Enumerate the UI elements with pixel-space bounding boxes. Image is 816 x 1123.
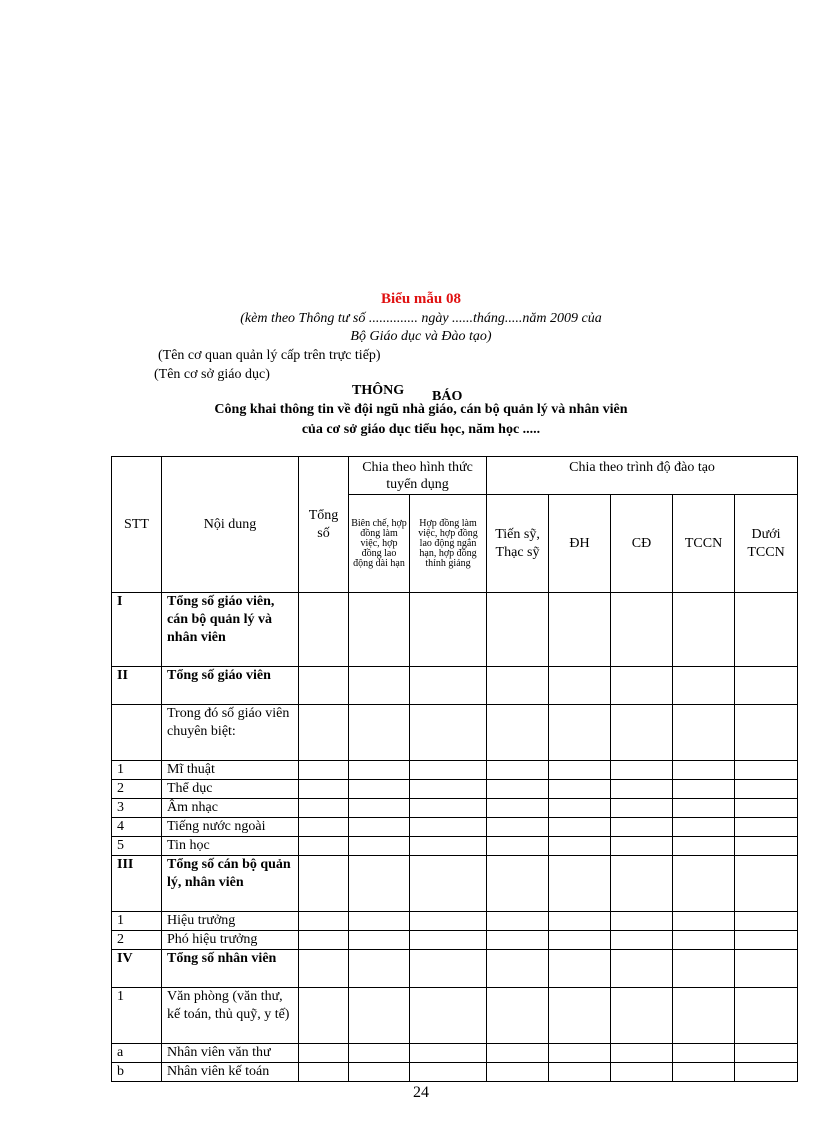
table-row [112, 856, 798, 912]
empty-cell [611, 799, 673, 818]
table-row [112, 818, 798, 837]
empty-cell [735, 856, 798, 912]
empty-cell [410, 593, 487, 667]
empty-cell [549, 856, 611, 912]
empty-cell [673, 667, 735, 705]
notice-title-part2: BÁO [432, 389, 463, 404]
empty-cell [410, 667, 487, 705]
row-label: Mĩ thuật [162, 761, 299, 780]
empty-cell [299, 950, 349, 988]
empty-cell [349, 837, 410, 856]
empty-cell [349, 818, 410, 837]
empty-cell [487, 593, 549, 667]
empty-cell [735, 799, 798, 818]
empty-cell [673, 856, 735, 912]
empty-cell [611, 931, 673, 950]
empty-cell [299, 667, 349, 705]
empty-cell [410, 912, 487, 931]
staff-table-body [112, 457, 798, 1082]
empty-cell [299, 931, 349, 950]
header-permanent: Biên chế, hợp đồng làm việc, hợp đồng lao động dài hạn [349, 495, 410, 593]
empty-cell [549, 988, 611, 1044]
empty-cell [673, 912, 735, 931]
header-doctor-master: Tiến sỹ, Thạc sỹ [487, 495, 549, 593]
table-row [112, 705, 798, 761]
empty-cell [735, 705, 798, 761]
empty-cell [487, 988, 549, 1044]
row-label: Trong đó số giáo viên chuyên biệt: [162, 705, 299, 761]
row-stt: IV [112, 950, 162, 988]
row-stt: 1 [112, 988, 162, 1044]
row-label: Nhân viên kế toán [162, 1063, 299, 1082]
empty-cell [487, 856, 549, 912]
empty-cell [735, 780, 798, 799]
empty-cell [299, 593, 349, 667]
empty-cell [735, 931, 798, 950]
empty-cell [611, 593, 673, 667]
header-stt: STT [112, 457, 162, 593]
empty-cell [349, 667, 410, 705]
empty-cell [611, 1063, 673, 1082]
header-tccn: TCCN [673, 495, 735, 593]
row-stt: 5 [112, 837, 162, 856]
empty-cell [487, 818, 549, 837]
row-label: Tổng số cán bộ quản lý, nhân viên [162, 856, 299, 912]
empty-cell [410, 705, 487, 761]
empty-cell [349, 912, 410, 931]
empty-cell [735, 837, 798, 856]
empty-cell [673, 780, 735, 799]
empty-cell [611, 780, 673, 799]
empty-cell [349, 1044, 410, 1063]
empty-cell [410, 761, 487, 780]
empty-cell [549, 799, 611, 818]
row-stt: 2 [112, 780, 162, 799]
row-stt: b [112, 1063, 162, 1082]
empty-cell [735, 950, 798, 988]
empty-cell [735, 667, 798, 705]
empty-cell [673, 818, 735, 837]
empty-cell [487, 761, 549, 780]
row-stt: I [112, 593, 162, 667]
empty-cell [611, 988, 673, 1044]
empty-cell [299, 1063, 349, 1082]
empty-cell [611, 950, 673, 988]
table-row [112, 667, 798, 705]
empty-cell [735, 988, 798, 1044]
row-stt: 4 [112, 818, 162, 837]
row-stt [112, 705, 162, 761]
header-dh: ĐH [549, 495, 611, 593]
row-label: Tổng số nhân viên [162, 950, 299, 988]
empty-cell [549, 780, 611, 799]
row-stt: 1 [112, 761, 162, 780]
circular-reference-line1: (kèm theo Thông tư số .............. ngày ......tháng.....năm 2009 của [240, 311, 602, 326]
table-row [112, 780, 798, 799]
empty-cell [299, 837, 349, 856]
form-title: Biểu mẫu 08 [380, 291, 461, 307]
empty-cell [349, 856, 410, 912]
empty-cell [549, 705, 611, 761]
row-label: Phó hiệu trưởng [162, 931, 299, 950]
table-row [112, 931, 798, 950]
empty-cell [735, 818, 798, 837]
empty-cell [349, 931, 410, 950]
table-row [112, 593, 798, 667]
row-stt: 2 [112, 931, 162, 950]
empty-cell [673, 593, 735, 667]
empty-cell [549, 1063, 611, 1082]
empty-cell [549, 761, 611, 780]
empty-cell [487, 1044, 549, 1063]
empty-cell [299, 780, 349, 799]
empty-cell [611, 667, 673, 705]
empty-cell [410, 950, 487, 988]
empty-cell [549, 667, 611, 705]
supervising-agency-label: (Tên cơ quan quản lý cấp trên trực tiếp) [158, 348, 381, 363]
empty-cell [349, 988, 410, 1044]
empty-cell [349, 761, 410, 780]
empty-cell [410, 1044, 487, 1063]
empty-cell [673, 799, 735, 818]
header-recruit-group: Chia theo hình thức tuyển dụng [349, 457, 487, 495]
empty-cell [673, 931, 735, 950]
empty-cell [611, 1044, 673, 1063]
row-label: Tiếng nước ngoài [162, 818, 299, 837]
row-stt: 1 [112, 912, 162, 931]
empty-cell [299, 818, 349, 837]
empty-cell [487, 950, 549, 988]
empty-cell [487, 705, 549, 761]
page-number: 24 [413, 1084, 429, 1101]
empty-cell [549, 837, 611, 856]
empty-cell [410, 780, 487, 799]
empty-cell [549, 950, 611, 988]
empty-cell [673, 1063, 735, 1082]
row-stt: II [112, 667, 162, 705]
empty-cell [299, 761, 349, 780]
empty-cell [410, 818, 487, 837]
row-label: Tổng số giáo viên [162, 667, 299, 705]
empty-cell [735, 593, 798, 667]
empty-cell [549, 818, 611, 837]
empty-cell [673, 837, 735, 856]
header-content: Nội dung [162, 457, 299, 593]
empty-cell [349, 780, 410, 799]
notice-heading-line2: của cơ sở giáo dục tiểu học, năm học ..... [301, 422, 541, 437]
empty-cell [611, 761, 673, 780]
empty-cell [410, 1063, 487, 1082]
empty-cell [487, 837, 549, 856]
empty-cell [410, 799, 487, 818]
empty-cell [410, 931, 487, 950]
table-row [112, 988, 798, 1044]
circular-reference-line2: Bộ Giáo dục và Đào tạo) [350, 329, 492, 344]
row-stt: a [112, 1044, 162, 1063]
table-row [112, 912, 798, 931]
empty-cell [549, 912, 611, 931]
header-cd: CĐ [611, 495, 673, 593]
header-contract: Hợp đồng làm việc, hợp đồng lao động ngắn hạn, hợp đồng thỉnh giảng [410, 495, 487, 593]
table-row [112, 950, 798, 988]
row-label: Nhân viên văn thư [162, 1044, 299, 1063]
table-header-row [112, 457, 798, 495]
empty-cell [299, 705, 349, 761]
row-label: Âm nhạc [162, 799, 299, 818]
empty-cell [735, 761, 798, 780]
header-total: Tổng số [299, 457, 349, 593]
row-label: Hiệu trưởng [162, 912, 299, 931]
empty-cell [349, 950, 410, 988]
empty-cell [487, 1063, 549, 1082]
staff-table [111, 456, 798, 1082]
empty-cell [549, 1044, 611, 1063]
empty-cell [735, 1044, 798, 1063]
empty-cell [549, 931, 611, 950]
empty-cell [487, 912, 549, 931]
empty-cell [299, 1044, 349, 1063]
empty-cell [611, 818, 673, 837]
empty-cell [349, 593, 410, 667]
notice-title-part1: THÔNG [352, 383, 405, 398]
empty-cell [735, 1063, 798, 1082]
empty-cell [410, 837, 487, 856]
empty-cell [673, 705, 735, 761]
empty-cell [673, 1044, 735, 1063]
empty-cell [349, 705, 410, 761]
table-row [112, 799, 798, 818]
empty-cell [611, 837, 673, 856]
empty-cell [611, 912, 673, 931]
row-stt: III [112, 856, 162, 912]
empty-cell [299, 799, 349, 818]
empty-cell [299, 912, 349, 931]
header-level-group: Chia theo trình độ đào tạo [487, 457, 798, 495]
empty-cell [349, 799, 410, 818]
empty-cell [549, 593, 611, 667]
empty-cell [673, 761, 735, 780]
empty-cell [349, 1063, 410, 1082]
empty-cell [487, 931, 549, 950]
table-row [112, 837, 798, 856]
empty-cell [410, 856, 487, 912]
table-row [112, 761, 798, 780]
empty-cell [487, 799, 549, 818]
empty-cell [410, 988, 487, 1044]
empty-cell [673, 950, 735, 988]
empty-cell [299, 988, 349, 1044]
empty-cell [611, 856, 673, 912]
empty-cell [487, 667, 549, 705]
institution-label: (Tên cơ sở giáo dục) [154, 367, 270, 382]
table-row [112, 1063, 798, 1082]
row-label: Văn phòng (văn thư, kế toán, thủ quỹ, y tế) [162, 988, 299, 1044]
empty-cell [487, 780, 549, 799]
row-stt: 3 [112, 799, 162, 818]
table-row [112, 1044, 798, 1063]
empty-cell [735, 912, 798, 931]
notice-heading-line1: Công khai thông tin về đội ngũ nhà giáo, cán bộ quản lý và nhân viên [214, 402, 628, 417]
empty-cell [299, 856, 349, 912]
row-label: Thể dục [162, 780, 299, 799]
row-label: Tổng số giáo viên, cán bộ quản lý và nhân viên [162, 593, 299, 667]
row-label: Tin học [162, 837, 299, 856]
empty-cell [611, 705, 673, 761]
header-below-tccn: Dưới TCCN [735, 495, 798, 593]
empty-cell [673, 988, 735, 1044]
